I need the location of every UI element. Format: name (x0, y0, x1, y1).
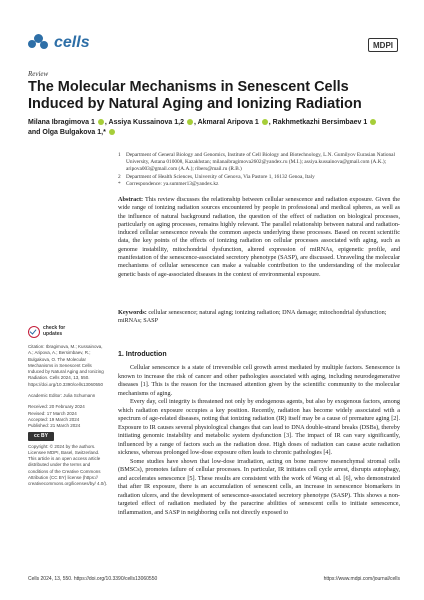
journal-name: cells (54, 34, 90, 51)
publisher-logo[interactable]: MDPI (368, 38, 398, 52)
author-name[interactable]: Assiya Kussainova 1,2 (108, 119, 185, 126)
article-title: The Molecular Mechanisms in Senescent Cells Induced by Natural Aging and Ionizing Radiation (28, 79, 362, 112)
publication-dates (28, 404, 108, 429)
published-date: Published: 21 March 2024 (28, 423, 81, 429)
author-name[interactable]: and Olga Bulgakova 1,* (28, 129, 106, 136)
paragraph: Every day, cell integrity is threatened not only by endogenous agents, but also by exogenous factors, among which radiation exposure occupies a key position. Recently, radiation has become widely associated with a spectrum of age-related diseases, noting that ionizing radiation (IR) itself may be a cause of premature aging [2]. Exposure to IR causes several physiological changes that can lead to DNA double-strand breaks (DSBs), thereby initiating genomic instability and metabolic system dysfunction [3]. The impact of IR can vary significantly, influenced by a range of factors such as the radiation dose. High doses of radiation can cause acute radiation sickness, whereas prolonged low-dose exposure often leads to chronic pathologies [4]. (118, 398, 400, 456)
journal-logo[interactable] (28, 34, 90, 52)
author-name[interactable]: Rakhmetkazhi Bersimbaev 1 (272, 119, 368, 126)
article-info-sidebar (28, 326, 108, 493)
abstract-text: This review discusses the relationship between cellular senescence and radiation exposure. Given the wide range of ionizing radiation sources encountered by people in professional and medical spheres, as well as the influence of natural background radiation, the question of the effect of radiation on biological processes, particularly on aging processes, remains highly relevant. The parallel relationship between natural and radiation-induced cellular senescence reveals the common aspects underlying these processes. Based on recent scientific data, the key points of the effects of ionizing radiation on cellular processes associated with aging, such as genome instability, mitochondrial dysfunction, altered expression of miRNAs, epigenetic profile, and manifestation of the senescence-associated secretory phenotype (SASP), are discussed. Unraveling the molecular mechanisms of cellular senescence can make a valuable contribution to the understanding of the molecular genetic basis of age-associated diseases in the context of environmental exposure. (118, 196, 401, 278)
academic-editor: Academic Editor: Julia Schumann (28, 393, 96, 399)
revised-date: Revised: 17 March 2024 (28, 410, 77, 416)
author-name[interactable]: Akmaral Aripova 1 (197, 119, 259, 126)
citation[interactable]: Citation: Ibragimova, M.; Kussainova, A.; Aripova, A.; Bersimbaev, R.; Bulgakova, O. The Molecular Mechanisms in Senescent Cells Induced by Natural Aging and Ionizing Radiation. Cells 2024, 13, 550. https://doi.org/10.3390/cells13060550 (28, 344, 104, 387)
received-date: Received: 20 February 2024 (28, 404, 85, 410)
cc-license-icon[interactable]: cc BY (28, 432, 54, 441)
copyright-notice: Copyright: © 2024 by the authors. Licensee MDPI, Basel, Switzerland. This article is an open access article distributed under the terms and conditions of the Creative Commons Attribution (CC BY) license (https:// creativecommons.org/licenses/by/ 4.0/). (28, 443, 108, 487)
check-for-updates-button[interactable]: check for updates (28, 326, 108, 338)
page-footer (28, 576, 400, 582)
orcid-icon[interactable] (109, 129, 115, 135)
keywords-label: Keywords: (118, 309, 147, 316)
affiliation-item: 2 Department of Health Sciences, University of Genova, Via Pastore 1, 16132 Genoa, Italy (118, 173, 315, 180)
cells-logo-icon (28, 34, 50, 52)
affiliations (118, 152, 400, 188)
author-name[interactable]: Milana Ibragimova 1 (28, 119, 95, 126)
abstract-label: Abstract: (118, 196, 144, 203)
check-updates-icon (28, 326, 40, 338)
orcid-icon[interactable] (98, 119, 104, 125)
footer-journal-link[interactable]: https://www.mdpi.com/journal/cells (323, 576, 400, 582)
keywords (118, 309, 400, 326)
affiliation-item: 1 Department of General Biology and Genomics, Institute of Cell Biology and Biotechnology, L.N. Gumilyov Eurasian National University, Astana 010008, Kazakhstan; milanaibragimova2602@yandex.ru (M.I.); assiya.kussainova@gmail.com (A.K.); aripova003@gmail.com (A.A.); ribers@mail.ru (R.B.) (118, 152, 396, 173)
paragraph: Cellular senescence is a state of irreversible cell growth arrest mediated by multiple factors. Senescence is known to increase the risk of cancer and other pathologies associated with aging, including neurodegenerative diseases [1]. This is the reason for the increased attention given by the scientific community to the molecular mechanisms of aging. (118, 364, 400, 397)
orcid-icon[interactable] (262, 119, 268, 125)
introduction-text (118, 364, 400, 517)
accepted-date: Accepted: 19 March 2024 (28, 416, 80, 422)
article-type: Review (28, 70, 49, 78)
footer-citation[interactable]: Cells 2024, 13, 550. https://doi.org/10.3390/cells13060550 (28, 576, 158, 582)
section-heading: 1. Introduction (118, 351, 167, 358)
orcid-icon[interactable] (370, 119, 376, 125)
orcid-icon[interactable] (187, 119, 193, 125)
paragraph: Some studies have shown that low-dose irradiation, acting on bone marrow mesenchymal stromal cells (BMSCs), promotes failure of cellular processes. In particular, IR initiates cell cycle arrest, disrupts autophagy, and accelerates senescence [5]. These results are consistent with the work of Wang et al. [6], who demonstrated that after IR exposure, there is an accumulation of senescent cells, an increase in senescence biomarkers in radiation ulcers, and the development of senescence-associated secretory phenotype (SASP). This shows a non-targeted effect of radiation mediated by the paracrine abilities of senescent cells to initiate senescence, inflammation, and SASP in neighboring cells not directly exposed to (118, 457, 400, 516)
affiliation-item: * Correspondence: ya.summer13@yandex.kz (118, 180, 219, 187)
keywords-text: cellular senescence; natural aging; ionizing radiation; DNA damage; mitochondrial dysfunction; miRNAs; SASP (118, 309, 387, 325)
author-list: Milana Ibragimova 1 , Assiya Kussainova 1,2 , Akmaral Aripova 1 , Rakhmetkazhi Bersimbaev 1 and Olga Bulgakova 1,* (28, 118, 398, 138)
abstract (118, 196, 400, 279)
